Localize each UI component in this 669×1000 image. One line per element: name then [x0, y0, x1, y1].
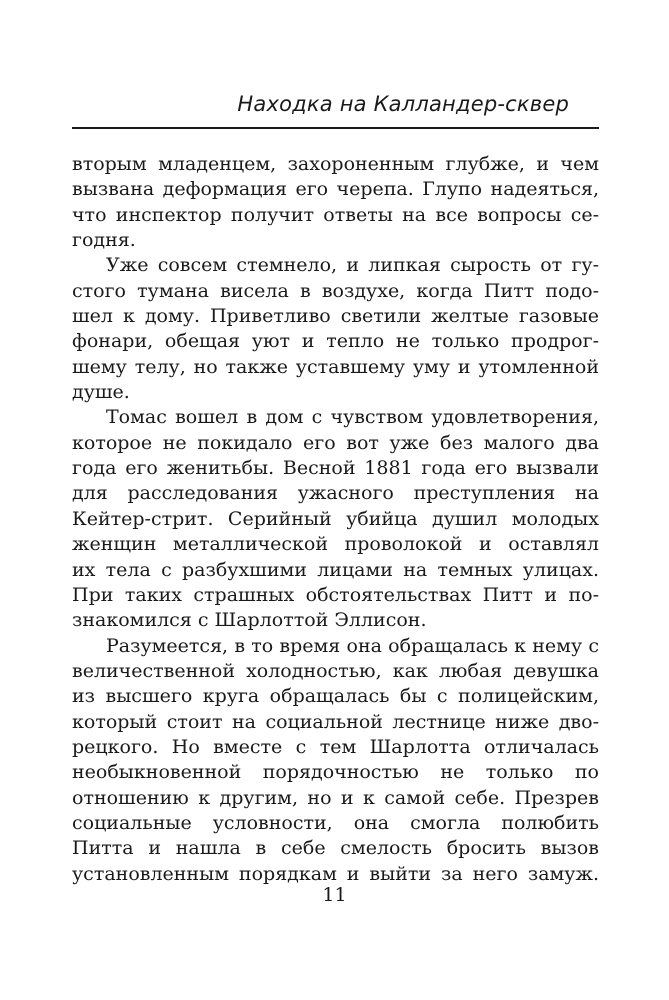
- page-number: 11: [322, 884, 347, 906]
- text-line: шему телу, но также уставшему уму и утомленной: [72, 355, 599, 378]
- text-line: который стоит на социальной лестнице ниже дво-: [72, 710, 599, 733]
- text-line: знакомился с Шарлоттой Эллисон.: [72, 609, 427, 632]
- text-line: необыкновенной порядочностью не только по: [72, 761, 599, 784]
- text-line: душе.: [72, 381, 130, 404]
- text-line: шел к дому. Приветливо светили желтые газовые: [72, 305, 599, 328]
- text-line: Питта и нашла в себе смелость бросить вызов: [72, 837, 599, 860]
- text-line: года его женитьбы. Весной 1881 года его вызвали: [72, 457, 599, 480]
- paragraph-3: [72, 405, 599, 633]
- text-line: социальные условности, она смогла полюбить: [72, 811, 599, 834]
- text-line: вызвана деформация его черепа. Глупо надеяться,: [72, 178, 599, 201]
- text-line: что инспектор получит ответы на все вопросы се-: [72, 203, 599, 226]
- text-line: установленным порядкам и выйти за него замуж.: [72, 862, 599, 885]
- text-line: величественной холодностью, как любая девушка: [72, 659, 599, 682]
- text-line: Разумеется, в то время она обращалась к нему с: [106, 634, 599, 657]
- text-line: стого тумана висела в воздухе, когда Питт подо-: [72, 279, 599, 302]
- text-line: Томас вошел в дом с чувством удовлетворения,: [106, 406, 599, 429]
- text-line: их тела с разбухшими лицами на темных улицах.: [72, 558, 599, 581]
- text-line: При таких страшных обстоятельствах Питт и по-: [72, 583, 599, 606]
- text-line: годня.: [72, 229, 136, 252]
- text-line: которое не покидало его вот уже без малого два: [72, 431, 599, 454]
- text-line: Кейтер-стрит. Серийный убийца душил молодых: [72, 507, 599, 530]
- text-line: рецкого. Но вместе с тем Шарлотта отличалась: [72, 735, 599, 758]
- text-line: женщин металлической проволокой и оставлял: [72, 533, 599, 556]
- paragraph-1: [72, 152, 599, 253]
- text-line: для расследования ужасного преступления на: [72, 482, 599, 505]
- body-text: [72, 152, 599, 887]
- text-line: из высшего круга обращалась бы с полицейским,: [72, 685, 599, 708]
- paragraph-2: [72, 253, 599, 405]
- text-line: вторым младенцем, захороненным глубже, и чем: [72, 153, 599, 175]
- paragraph-4: [72, 634, 599, 887]
- text-line: фонари, обещая уют и тепло не только продрог-: [72, 330, 599, 353]
- text-line: Уже совсем стемнело, и липкая сырость от гу-: [106, 254, 599, 277]
- text-line: отношению к другим, но и к самой себе. Презрев: [72, 786, 599, 809]
- header-rule: [72, 127, 599, 129]
- running-title: Находка на Калландер-сквер: [237, 92, 569, 116]
